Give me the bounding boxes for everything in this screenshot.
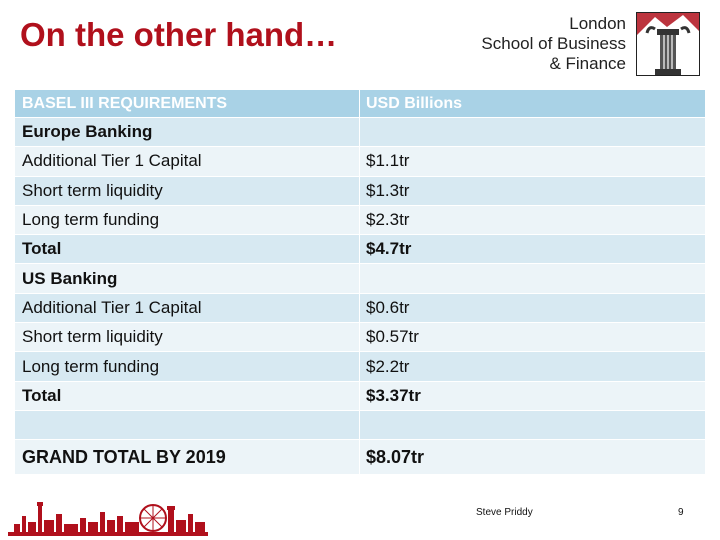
- table-row: [15, 411, 705, 440]
- logo-line-1: London: [569, 14, 626, 33]
- row-label: Long term funding: [15, 206, 360, 234]
- table-row: [15, 206, 705, 235]
- row-label: Total: [15, 235, 360, 263]
- row-value: $0.6tr: [366, 297, 410, 317]
- table-row: [15, 352, 705, 381]
- row-label: Short term liquidity: [15, 177, 360, 205]
- row-value: $8.07tr: [366, 446, 425, 467]
- table-row: [15, 177, 705, 206]
- row-value: [360, 264, 705, 292]
- table-row: [15, 323, 705, 352]
- row-value: $2.3tr: [366, 210, 410, 230]
- basel-table: [15, 90, 705, 475]
- table-row: [15, 382, 705, 411]
- footer-author: Steve Priddy: [476, 507, 533, 518]
- page-number: 9: [678, 507, 684, 518]
- logo-text: [481, 14, 626, 74]
- logo-line-3: & Finance: [549, 54, 626, 73]
- row-value: [360, 411, 705, 439]
- london-skyline-icon: [8, 496, 208, 538]
- row-value: $4.7tr: [366, 239, 412, 259]
- row-value: $1.1tr: [366, 151, 410, 171]
- row-label: [15, 411, 360, 439]
- row-label: Additional Tier 1 Capital: [15, 294, 360, 322]
- row-label: Additional Tier 1 Capital: [15, 147, 360, 175]
- table-row: [15, 294, 705, 323]
- row-label: Europe Banking: [15, 118, 360, 146]
- row-value: [360, 118, 705, 146]
- table-header: [15, 90, 705, 118]
- row-value: $0.57tr: [366, 327, 419, 347]
- table-row: [15, 147, 705, 176]
- row-label: GRAND TOTAL BY 2019: [15, 440, 360, 474]
- logo-line-2: School of Business: [481, 34, 626, 53]
- table-row: [15, 118, 705, 147]
- table-row: [15, 235, 705, 264]
- row-value: $1.3tr: [366, 180, 410, 200]
- table-row: [15, 264, 705, 293]
- row-label: Long term funding: [15, 352, 360, 380]
- row-label: Short term liquidity: [15, 323, 360, 351]
- row-value: $2.2tr: [366, 356, 410, 376]
- table-row: [15, 440, 705, 475]
- row-label: US Banking: [15, 264, 360, 292]
- header-usd-billions: USD Billions: [366, 94, 463, 112]
- row-label: Total: [15, 382, 360, 410]
- row-value: $3.37tr: [366, 385, 421, 405]
- school-logo: [481, 10, 708, 76]
- header-requirements: BASEL III REQUIREMENTS: [15, 90, 360, 117]
- column-icon: [636, 12, 700, 76]
- slide-title: On the other hand…: [20, 16, 338, 53]
